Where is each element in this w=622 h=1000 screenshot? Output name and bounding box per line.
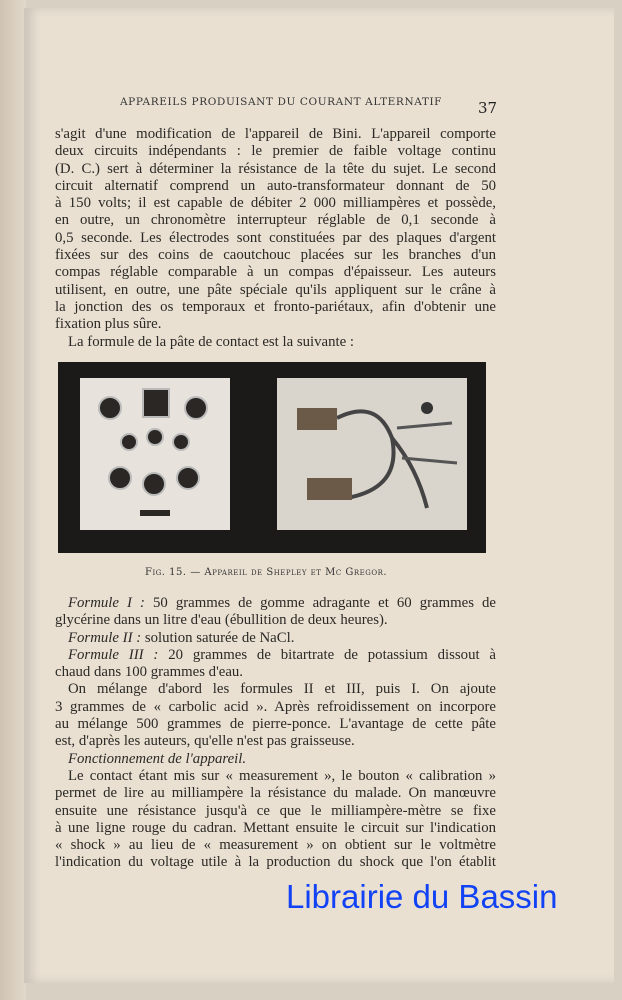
text-line: la jonction des os temporaux et fronto-pariétaux, afin d'obtenir une: [55, 298, 496, 315]
text-line: « shock » au lieu de « measurement » on obtient sur le voltmètre: [55, 837, 496, 854]
formula-1-text: 50 grammes de gomme adragante et 60 grammes de: [152, 595, 496, 611]
text-line: deux circuits indépendants : le premier de faible voltage continu: [55, 143, 496, 160]
formula-2-label: Formule II :: [68, 629, 142, 646]
text-line: (D. C.) sert à déterminer la résistance de la tête du sujet. Le second: [55, 160, 496, 177]
formulas: [55, 595, 496, 872]
text-line: utilisent, en outre, une pâte spéciale qu'ils appliquent sur le crâne à: [55, 281, 496, 298]
text-line: circuit alternatif comprend un auto-transformateur donnant de 50: [55, 177, 496, 194]
text-line: Le contact étant mis sur « measurement », le bouton « calibration »: [68, 767, 496, 784]
text-line: est, d'après les auteurs, qu'elle n'est pas graisseuse.: [55, 733, 355, 750]
text-line: La formule de la pâte de contact est la suivante :: [68, 333, 354, 350]
subheading: Fonctionnement de l'appareil.: [68, 750, 247, 767]
formula-3-text: 20 grammes de bitartrate de potassium dissout à: [168, 646, 496, 663]
formula-1-label: Formule I :: [68, 595, 145, 611]
formula-2-text: solution saturée de NaCl.: [144, 629, 295, 646]
text-line: fixation plus sûre.: [55, 316, 162, 333]
text-line: glycérine dans un litre d'eau (ébullition de deux heures).: [55, 612, 388, 629]
figure-photo: [58, 362, 486, 553]
running-head: APPAREILS PRODUISANT DU COURANT ALTERNATIF: [120, 96, 443, 108]
page-number: 37: [478, 99, 498, 117]
figure-caption: Fig. 15. — Appareil de Shepley et Mc Gregor.: [145, 567, 388, 578]
text-line: compas réglable comparable à un compas d'épaisseur. Les auteurs: [55, 264, 496, 281]
text-line: ensuite une résistance jusqu'à ce que le milliampère-mètre se fixe: [55, 802, 496, 819]
text-line: permet de lire au milliampère la résistance du malade. On manœuvre: [55, 785, 496, 802]
text-line: à une ligne rouge du cadran. Mettant ensuite le circuit sur l'indication: [55, 819, 496, 836]
text-line: [55, 647, 496, 664]
text-line: 0,5 seconde. Les électrodes sont constituées par des plaques d'argent: [55, 229, 496, 246]
text-line: On mélange d'abord les formules II et III, puis I. On ajoute: [68, 681, 496, 698]
text-line: chaud dans 100 grammes d'eau.: [55, 664, 243, 681]
text-line: [55, 595, 496, 612]
formula-3-label: Formule III :: [68, 646, 159, 663]
paragraph-1: [55, 126, 496, 351]
text-line: 3 grammes de « carbolic acid ». Après refroidissement on incorpore: [55, 698, 496, 715]
text-line: [55, 630, 496, 647]
previous-page-edge: [0, 0, 26, 1000]
compass-drawing: [277, 378, 467, 530]
text-line: l'indication du voltage utile à la production du shock que l'on établit: [55, 854, 496, 871]
text-line: en outre, un chronomètre interrupteur réglable de 0,1 seconde à: [55, 212, 496, 229]
text-line: à 150 volts; il est capable de débiter 2 000 milliampères et possède,: [55, 195, 496, 212]
text-line: fixées sur des coins de caoutchouc placées sur les branches d'un: [55, 247, 496, 264]
text-line: s'agit d'une modification de l'appareil de Bini. L'appareil comporte: [55, 126, 496, 142]
electrode-compass-photo: [277, 378, 467, 530]
text-line: au mélange 500 grammes de pierre-ponce. L'avantage de cette pâte: [55, 716, 496, 733]
watermark: Librairie du Bassin: [286, 878, 558, 915]
control-panel-photo: [80, 378, 230, 530]
